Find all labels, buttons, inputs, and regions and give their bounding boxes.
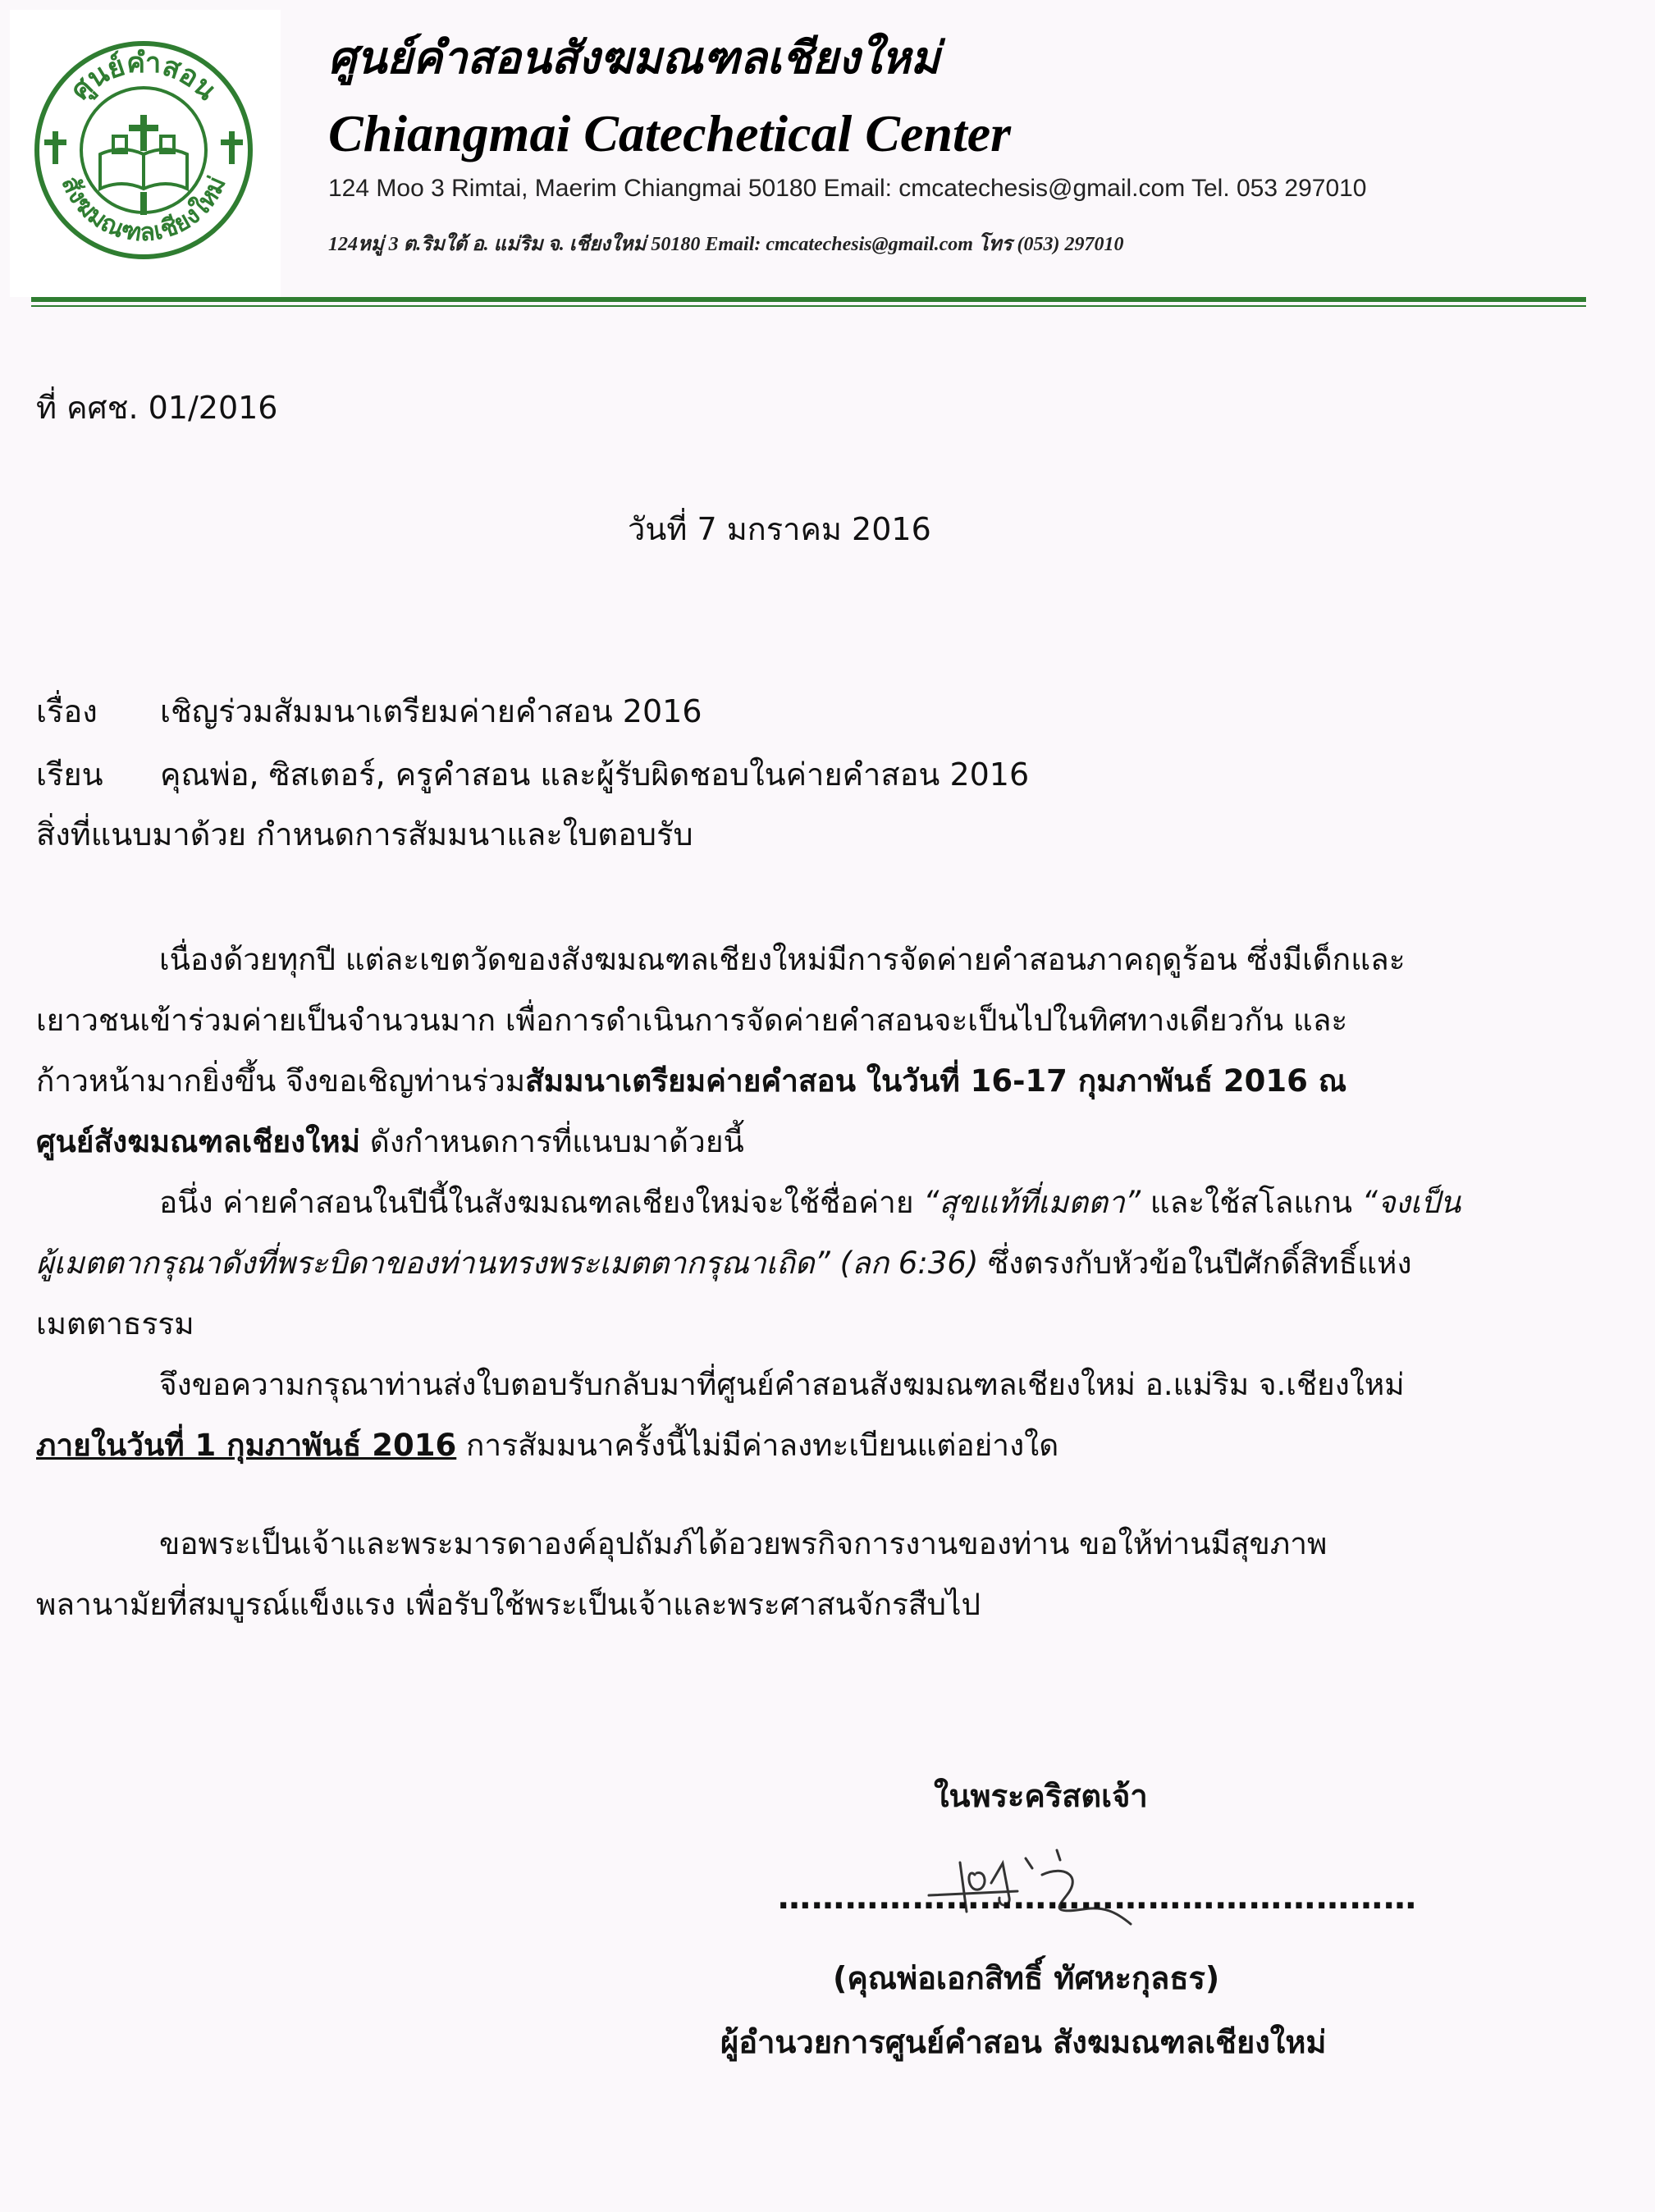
org-name-english: Chiangmai Catechetical Center	[328, 104, 1012, 162]
body-paragraph-1-line-3	[36, 1051, 1579, 1112]
camp-name-italic: “สุขแท้ที่เมตตา”	[923, 1185, 1141, 1220]
letterhead-divider-thin	[31, 305, 1586, 307]
body-paragraph-4-line-2: พลานามัยที่สมบูรณ์แข็งแรง เพื่อรับใช้พระเป็นเจ้าและพระศาสนจักรสืบไป	[36, 1587, 981, 1622]
signature-line: …………………………………………………	[778, 1879, 1417, 1917]
org-name-thai: ศูนย์คำสอนสังฆมณฑลเชียงใหม่	[328, 31, 940, 84]
body-paragraph-2-text-b: และใช้สโลแกน	[1141, 1185, 1362, 1220]
body-paragraph-2-text-a: อนึ่ง ค่ายคำสอนในปีนี้ในสังฆมณฑลเชียงใหม่จะใช้ชื่อค่าย	[159, 1185, 924, 1220]
letter-body	[36, 930, 1579, 1476]
subject-text: เชิญร่วมสัมมนาเตรียมค่ายคำสอน 2016	[160, 693, 702, 729]
body-paragraph-3-line-1: จึงขอความกรุณาท่านส่งใบตอบรับกลับมาที่ศูนย์คำสอนสังฆมณฑลเชียงใหม่ อ.แม่ริม จ.เชียงใหม่	[159, 1367, 1405, 1402]
body-paragraph-1-line-1: เนื่องด้วยทุกปี แต่ละเขตวัดของสังฆมณฑลเชียงใหม่มีการจัดค่ายคำสอนภาคฤดูร้อน ซึ่งมีเด็กและ	[159, 942, 1406, 977]
body-paragraph-4-line-1: ขอพระเป็นเจ้าและพระมารดาองค์อุปถัมภ์ได้อวยพรกิจการงานของท่าน ขอให้ท่านมีสุขภาพ	[159, 1526, 1328, 1561]
body-paragraph-2-text-c: ซึ่งตรงกับหัวข้อในปีศักดิ์สิทธิ์แห่ง	[978, 1245, 1412, 1281]
address-thai: 124หมู่ 3 ต.ริมใต้ อ. แม่ริม จ. เชียงใหม่ 50180 Email: cmcatechesis@gmail.com โทร (053) 297010	[328, 234, 1124, 255]
closing-salutation: ในพระคริสตเจ้า	[934, 1778, 1148, 1814]
logo-top-text: ศูนย์คำสอน	[64, 46, 223, 107]
recipient-text: คุณพ่อ, ซิสเตอร์, ครูคำสอน และผู้รับผิดชอบในค่ายคำสอน 2016	[160, 756, 1030, 793]
body-paragraph-3-line-2	[36, 1415, 1579, 1476]
subject-label: เรื่อง	[36, 693, 98, 729]
body-paragraph-2-line-1	[36, 1172, 1579, 1233]
seminar-venue-bold: ศูนย์สังฆมณฑลเชียงใหม่	[36, 1124, 361, 1159]
svg-text:ศูนย์คำสอน	[64, 47, 223, 107]
catechetical-center-logo	[33, 39, 254, 261]
body-paragraph-2-line-2	[36, 1233, 1579, 1294]
signer-name: (คุณพ่อเอกสิทธิ์ ทัศหะกุลธร)	[833, 1960, 1220, 1996]
body-paragraph-1-line-2: เยาวชนเข้าร่วมค่ายเป็นจำนวนมาก เพื่อการดำเนินการจัดค่ายคำสอนจะเป็นไปในทิศทางเดียวกัน และ	[36, 1003, 1348, 1038]
body-paragraph-1-line-4	[36, 1112, 1579, 1172]
address-english: 124 Moo 3 Rimtai, Maerim Chiangmai 50180 Email: cmcatechesis@gmail.com Tel. 053 297010	[328, 175, 1367, 202]
logo-bottom-text: สังฆมณฑลเชียงใหม่	[55, 172, 232, 248]
slogan-italic-end: ผู้เมตตากรุณาดังที่พระบิดาของท่านทรงพระเมตตากรุณาเถิด” (ลก 6:36)	[36, 1245, 979, 1281]
slogan-italic-start: “จงเป็น	[1361, 1185, 1461, 1220]
recipient-label: เรียน	[36, 756, 103, 793]
reply-deadline-bold: ภายในวันที่ 1 กุมภาพันธ์ 2016	[36, 1428, 457, 1463]
body-paragraph-1-line-3-start: ก้าวหน้ามากยิ่งขึ้น จึงขอเชิญท่านร่วม	[36, 1063, 526, 1099]
body-paragraph-2-line-3: เมตตาธรรม	[36, 1306, 194, 1341]
body-paragraph-1-line-4-end: ดังกำหนดการที่แนบมาด้วยนี้	[360, 1124, 744, 1159]
logo-container	[10, 10, 281, 297]
letter-blessing	[36, 1514, 1579, 1635]
reference-number: ที่ คศช. 01/2016	[36, 390, 278, 426]
letterhead-divider-thick	[31, 297, 1586, 302]
enclosure-text: สิ่งที่แนบมาด้วย กำหนดการสัมมนาและใบตอบรับ	[36, 816, 693, 852]
body-paragraph-3-text-b: การสัมมนาครั้งนี้ไม่มีค่าลงทะเบียนแต่อย่างใด	[456, 1428, 1059, 1463]
seminar-date-bold: สัมมนาเตรียมค่ายคำสอน ในวันที่ 16-17 กุมภาพันธ์ 2016 ณ	[525, 1063, 1347, 1099]
letter-date: วันที่ 7 มกราคม 2016	[628, 511, 931, 547]
signer-title: ผู้อำนวยการศูนย์คำสอน สังฆมณฑลเชียงใหม่	[720, 2024, 1327, 2060]
